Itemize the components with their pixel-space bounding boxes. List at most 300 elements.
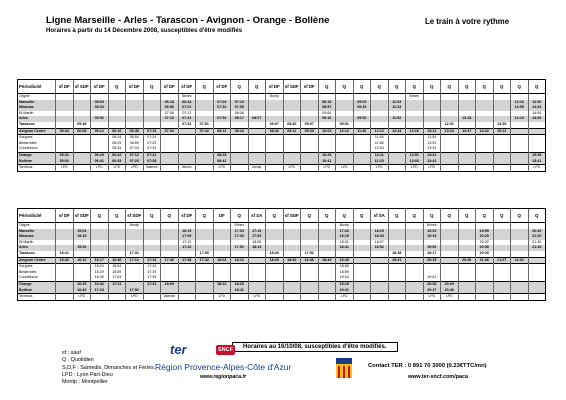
time-cell: 08:41 xyxy=(213,159,231,165)
time-cell: LPD xyxy=(406,165,424,172)
time-cell: 20:17 xyxy=(423,288,441,294)
time-cell: 14:06 xyxy=(528,111,546,117)
time-cell: 13:34 xyxy=(423,146,441,152)
periodicity-cell: Q xyxy=(406,209,424,223)
time-cell: 19:29 xyxy=(336,281,354,287)
time-cell xyxy=(248,128,266,135)
periodicity-cell: Q xyxy=(511,209,529,223)
time-cell: 06:41 xyxy=(91,159,109,165)
time-cell: 18:03 xyxy=(213,257,231,264)
time-cell: 07:34 xyxy=(161,128,179,135)
time-cell: 17:09 xyxy=(178,234,196,240)
time-cell: 13:41 xyxy=(423,152,441,158)
time-cell: LPD xyxy=(423,165,441,172)
periodicity-cell: sf SDF xyxy=(283,80,301,94)
legend-item: LPD : Lyon Part-Dieu xyxy=(62,371,113,378)
station-name: Courthézon xyxy=(18,146,56,152)
time-cell: Montp xyxy=(336,223,354,229)
time-cell: 07:06 xyxy=(161,111,179,117)
time-cell: 13:16 xyxy=(511,100,529,106)
time-cell: 07:15 xyxy=(231,100,249,106)
time-cell: 19:55 xyxy=(476,229,494,235)
time-cell: 07:11 xyxy=(178,111,196,117)
time-cell: 06:29 xyxy=(108,141,126,147)
periodicity-cell: Q xyxy=(336,209,354,223)
time-cell: Nîmes xyxy=(178,165,196,172)
time-cell: 12:11 xyxy=(371,152,389,158)
station-name: Avignon Centre xyxy=(18,128,56,135)
periodicity-cell: Q xyxy=(441,80,459,94)
time-cell: 06:29 xyxy=(91,152,109,158)
periodicity-cell: Q xyxy=(511,80,529,94)
time-cell: 17:22 xyxy=(178,245,196,251)
periodicity-cell: Q xyxy=(493,80,511,94)
time-cell: 10:12 xyxy=(336,128,354,135)
station-name: Miramas xyxy=(18,234,56,240)
time-cell xyxy=(528,128,546,135)
time-cell: 19:49 xyxy=(336,257,354,264)
periodicity-cell: sf DF xyxy=(301,80,319,94)
time-cell xyxy=(91,294,109,301)
time-cell: 07:32 xyxy=(178,122,196,128)
time-cell: 17:42 xyxy=(196,257,214,264)
time-cell: 05:52 xyxy=(56,159,74,165)
time-cell: 06:18 xyxy=(161,100,179,106)
time-cell: 14:52 xyxy=(528,116,546,122)
time-cell: 20:32 xyxy=(476,240,494,246)
time-cell: Montp xyxy=(126,223,144,229)
time-cell xyxy=(178,128,196,135)
time-cell: 06:34 xyxy=(108,146,126,152)
time-cell: 18:15 xyxy=(371,229,389,235)
station-name: Origine xyxy=(18,94,56,100)
time-cell: 05:34 xyxy=(56,128,74,135)
header-row xyxy=(18,209,546,223)
time-cell: 18:30 xyxy=(283,257,301,264)
time-cell: LPD xyxy=(56,165,74,172)
time-cell: 05:52 xyxy=(91,116,109,122)
time-cell: 07:23 xyxy=(126,159,144,165)
periodicity-cell: Q xyxy=(528,80,546,94)
time-cell: 12:23 xyxy=(371,159,389,165)
legend-item: S,D,F : Samedis, Dimanches et Fériés. xyxy=(62,364,156,371)
time-cell: 11:46 xyxy=(353,128,371,135)
time-cell: 17:52 xyxy=(301,251,319,257)
time-cell: 07:42 xyxy=(196,128,214,135)
time-cell: 09:35 xyxy=(301,128,319,135)
time-cell: 12:44 xyxy=(388,128,406,135)
time-cell: 07:41 xyxy=(143,152,161,158)
header-row xyxy=(18,80,546,94)
time-cell: 06:53 xyxy=(108,159,126,165)
periodicity-cell: Q xyxy=(231,80,249,94)
time-cell: LPD xyxy=(528,165,546,172)
periodicity-cell: Q xyxy=(423,209,441,223)
time-cell xyxy=(406,294,424,301)
time-cell: Montp xyxy=(266,94,284,100)
time-cell: 18:33 xyxy=(371,234,389,240)
time-cell xyxy=(511,128,529,135)
time-cell: 07:29 xyxy=(143,141,161,147)
periodicity-cell: Q xyxy=(353,209,371,223)
time-cell: 07:34 xyxy=(143,146,161,152)
time-cell: 07:53 xyxy=(143,159,161,165)
time-cell: 13:55 xyxy=(511,105,529,111)
time-cell: LPD xyxy=(318,165,336,172)
time-cell xyxy=(441,257,459,264)
validity-note: Horaires au 16/10/08, susceptibles d'être modifiés. xyxy=(232,342,398,352)
time-cell: 15:21 xyxy=(56,251,74,257)
page-subtitle: Horaires à partir du 14 Décembre 2008, susceptibles d'être modifiés xyxy=(46,27,243,34)
time-cell: 13:15 xyxy=(458,116,476,122)
periodicity-cell: sf DF xyxy=(266,80,284,94)
station-name: Avignon Centre xyxy=(18,257,56,264)
periodicity-cell: Q xyxy=(196,209,214,223)
time-cell: 08:06 xyxy=(231,111,249,117)
time-cell: 20:36 xyxy=(458,257,476,264)
time-cell: LPD xyxy=(336,165,354,172)
time-cell xyxy=(371,294,389,301)
time-cell: LPD xyxy=(423,294,441,301)
time-cell: 06:42 xyxy=(108,152,126,158)
station-name: Marseille xyxy=(18,100,56,106)
time-cell: 14:15 xyxy=(511,116,529,122)
station-name: Bédarrides xyxy=(18,270,56,276)
time-cell xyxy=(388,294,406,301)
time-cell: LPD xyxy=(283,165,301,172)
slogan: Le train à votre rythme xyxy=(425,17,510,26)
time-cell: 09:07 xyxy=(301,122,319,128)
time-cell: 12:31 xyxy=(441,122,459,128)
time-cell: 14:32 xyxy=(476,128,494,135)
time-cell: 11:03 xyxy=(388,100,406,106)
time-cell: 09:07 xyxy=(266,122,284,128)
time-cell: 21:45 xyxy=(528,245,546,251)
time-cell: 13:16 xyxy=(406,128,424,135)
timetable-afternoon xyxy=(17,208,546,301)
station-name: Orange xyxy=(18,152,56,158)
time-cell xyxy=(161,165,179,172)
time-cell: Valence xyxy=(143,165,161,172)
time-cell xyxy=(493,165,511,172)
time-cell: 18:38 xyxy=(388,251,406,257)
time-cell: 10:03 xyxy=(318,128,336,135)
time-cell: 16:19 xyxy=(178,229,196,235)
time-cell xyxy=(108,294,126,301)
periodicity-cell: Q xyxy=(458,80,476,94)
table-row xyxy=(18,294,546,301)
station-name: Bédarrides xyxy=(18,141,56,147)
station-name: Tarascon xyxy=(18,122,56,128)
time-cell: 17:52 xyxy=(126,288,144,294)
periodicity-cell: Q xyxy=(441,209,459,223)
time-cell xyxy=(283,294,301,301)
time-cell: 15:52 xyxy=(73,245,91,251)
time-cell: 08:12 xyxy=(213,128,231,135)
periodicity-cell: Q xyxy=(353,80,371,94)
time-cell xyxy=(248,257,266,264)
time-cell: 16:42 xyxy=(73,288,91,294)
time-cell xyxy=(476,165,494,172)
time-cell: 17:04 xyxy=(108,275,126,281)
periodicity-cell: sf DF xyxy=(126,80,144,94)
time-cell: 17:12 xyxy=(178,240,196,246)
time-cell: 19:41 xyxy=(388,257,406,264)
time-cell: 06:24 xyxy=(178,100,196,106)
time-cell: 07:16 xyxy=(161,116,179,122)
time-cell: LPD xyxy=(213,294,231,301)
time-cell: 13:03 xyxy=(406,159,424,165)
time-cell: 09:06 xyxy=(318,111,336,117)
time-cell xyxy=(231,294,249,301)
time-cell: 13:41 xyxy=(423,159,441,165)
station-name: Tarascon xyxy=(18,251,56,257)
time-cell: 19:04 xyxy=(336,275,354,281)
region-flag-icon xyxy=(336,358,352,378)
page-header xyxy=(46,15,329,34)
periodicity-cell: sf SDF xyxy=(73,80,91,94)
periodicity-cell: sf SA xyxy=(371,209,389,223)
time-cell: 20:36 xyxy=(476,245,494,251)
time-cell: 06:24 xyxy=(108,135,126,141)
time-cell: 17:14 xyxy=(248,229,266,235)
time-cell: 07:33 xyxy=(213,105,231,111)
time-cell: 07:55 xyxy=(231,105,249,111)
periodicity-cell: sf SDF xyxy=(283,209,301,223)
time-cell: 18:59 xyxy=(336,270,354,276)
time-cell: 12:51 xyxy=(406,152,424,158)
time-cell: 17:24 xyxy=(143,264,161,270)
time-cell: 12:04 xyxy=(371,146,389,152)
time-cell: 15:42 xyxy=(56,257,74,264)
timetable-morning xyxy=(17,79,546,172)
station-name: Terminus xyxy=(18,294,56,301)
time-cell xyxy=(476,294,494,301)
time-cell: 17:12 xyxy=(126,257,144,264)
table-row xyxy=(18,128,546,135)
time-cell: 06:56 xyxy=(161,105,179,111)
time-cell: 17:31 xyxy=(126,251,144,257)
time-cell: 11:52 xyxy=(388,116,406,122)
contact-info: Contact TER : 0 891 70 3000 (0.23€TTC/mn) xyxy=(368,363,487,369)
time-cell xyxy=(196,165,214,172)
time-cell: 08:24 xyxy=(231,128,249,135)
region-url-link[interactable]: www.regionpaca.fr xyxy=(200,374,247,380)
periodicity-label: Périodicité xyxy=(18,209,56,223)
time-cell: 16:35 xyxy=(91,275,109,281)
time-cell: 07:03 xyxy=(213,100,231,106)
periodicity-cell: Q xyxy=(108,209,126,223)
time-cell: LPD xyxy=(126,294,144,301)
time-cell: Montp xyxy=(248,165,266,172)
periodicity-cell: sf DF xyxy=(56,80,74,94)
periodicity-cell: Q xyxy=(388,80,406,94)
station-name: Arles xyxy=(18,245,56,251)
time-cell: 17:33 xyxy=(336,229,354,235)
contact-url-link[interactable]: www.ter-sncf.com/paca xyxy=(408,374,469,380)
time-cell xyxy=(301,165,319,172)
time-cell: 07:51 xyxy=(196,122,214,128)
time-cell: 08:29 xyxy=(213,152,231,158)
time-cell: 18:41 xyxy=(231,288,249,294)
time-cell: 17:53 xyxy=(248,234,266,240)
time-cell xyxy=(266,294,284,301)
time-cell xyxy=(56,294,74,301)
time-cell: 08:57 xyxy=(318,105,336,111)
time-cell: 16:29 xyxy=(91,270,109,276)
time-cell: LPD xyxy=(441,294,459,301)
ter-logo: ter xyxy=(170,342,187,357)
time-cell: 16:24 xyxy=(91,264,109,270)
time-cell: 06:16 xyxy=(108,128,126,135)
time-cell: 18:31 xyxy=(336,240,354,246)
time-cell: 09:03 xyxy=(353,100,371,106)
time-cell xyxy=(511,294,529,301)
time-cell: 21:20 xyxy=(528,234,546,240)
time-cell xyxy=(511,165,529,172)
legend-item: sf : sauf xyxy=(62,350,81,356)
time-cell: 19:01 xyxy=(423,275,441,281)
time-cell: 15:41 xyxy=(528,159,546,165)
sncf-logo: SNCF xyxy=(216,345,235,355)
time-cell: 09:33 xyxy=(353,105,371,111)
time-cell xyxy=(196,294,214,301)
time-cell: 16:42 xyxy=(91,281,109,287)
time-cell xyxy=(73,165,91,172)
time-cell: 17:29 xyxy=(143,270,161,276)
time-cell xyxy=(458,294,476,301)
time-cell: 08:12 xyxy=(283,128,301,135)
time-cell: 20:29 xyxy=(441,281,459,287)
table-row xyxy=(18,257,546,264)
time-cell: 18:22 xyxy=(213,281,231,287)
time-cell: 16:59 xyxy=(108,270,126,276)
time-cell xyxy=(458,165,476,172)
time-cell xyxy=(493,294,511,301)
time-cell: 18:26 xyxy=(266,251,284,257)
station-name: Sorgues xyxy=(18,264,56,270)
periodicity-cell: sf SDF xyxy=(126,209,144,223)
time-cell: 13:12 xyxy=(423,128,441,135)
time-cell: 17:11 xyxy=(108,281,126,287)
time-cell: 20:45 xyxy=(528,229,546,235)
time-cell: 16:46 xyxy=(108,257,126,264)
periodicity-cell: sf DF xyxy=(91,80,109,94)
periodicity-label: Périodicité xyxy=(18,80,56,94)
periodicity-cell: sf DF xyxy=(178,209,196,223)
periodicity-cell: Q xyxy=(318,80,336,94)
time-cell: 18:41 xyxy=(336,245,354,251)
periodicity-cell: Q xyxy=(406,80,424,94)
station-name: Arles xyxy=(18,116,56,122)
time-cell: 20:30 xyxy=(476,251,494,257)
time-cell: 19:27 xyxy=(423,251,441,257)
periodicity-cell: Q xyxy=(248,80,266,94)
time-cell: 19:41 xyxy=(336,288,354,294)
periodicity-cell: DF xyxy=(213,209,231,223)
time-cell: 19:52 xyxy=(423,245,441,251)
time-cell xyxy=(353,294,371,301)
time-cell: 17:33 xyxy=(231,234,249,240)
time-cell: 11:58 xyxy=(371,141,389,147)
time-cell: 08:18 xyxy=(318,100,336,106)
time-cell: 21:36 xyxy=(476,257,494,264)
time-cell: 18:52 xyxy=(371,245,389,251)
time-cell: Nîmes xyxy=(231,223,249,229)
time-cell xyxy=(301,294,319,301)
time-cell xyxy=(353,165,371,172)
time-cell: 10:29 xyxy=(318,152,336,158)
periodicity-cell: Q xyxy=(301,209,319,223)
time-cell: 06:46 xyxy=(126,128,144,135)
time-cell: LPD xyxy=(248,294,266,301)
periodicity-cell: Q xyxy=(371,80,389,94)
station-name: Courthézon xyxy=(18,275,56,281)
time-cell: 11:54 xyxy=(371,135,389,141)
periodicity-cell: Q xyxy=(458,209,476,223)
station-name: Orange xyxy=(18,281,56,287)
time-cell: 06:12 xyxy=(91,128,109,135)
periodicity-cell: Q xyxy=(143,209,161,223)
time-cell: 19:03 xyxy=(423,229,441,235)
time-cell: 09:16 xyxy=(318,116,336,122)
time-cell: 11:33 xyxy=(388,105,406,111)
station-name: Sorgues xyxy=(18,135,56,141)
time-cell: 16:46 xyxy=(301,257,319,264)
time-cell: 06:59 xyxy=(126,141,144,147)
periodicity-cell: Q xyxy=(493,209,511,223)
time-cell: 07:12 xyxy=(126,152,144,158)
time-cell: 07:24 xyxy=(143,135,161,141)
time-cell: LPD xyxy=(213,165,231,172)
time-cell: 17:52 xyxy=(231,245,249,251)
time-cell xyxy=(406,257,424,264)
time-cell: 17:46 xyxy=(161,257,179,264)
time-cell xyxy=(528,257,546,264)
time-cell xyxy=(353,257,371,264)
time-cell: 16:54 xyxy=(108,264,126,270)
periodicity-cell: sf DF xyxy=(178,80,196,94)
periodicity-cell: Q xyxy=(476,80,494,94)
time-cell: 15:33 xyxy=(73,234,91,240)
periodicity-cell: sf DF xyxy=(161,80,179,94)
periodicity-cell: sf SDF xyxy=(73,209,91,223)
time-cell: 15:39 xyxy=(528,152,546,158)
periodicity-cell: Q xyxy=(388,209,406,223)
station-name: Bollène xyxy=(18,288,56,294)
time-cell: 16:17 xyxy=(91,257,109,264)
time-cell xyxy=(143,294,161,301)
time-cell: 18:49 xyxy=(318,257,336,264)
time-cell xyxy=(371,257,389,264)
time-cell: 07:16 xyxy=(143,128,161,135)
time-cell: 17:23 xyxy=(91,288,109,294)
time-cell xyxy=(266,165,284,172)
time-cell: 07:01 xyxy=(178,105,196,111)
station-name: Marseille xyxy=(18,229,56,235)
time-cell xyxy=(528,294,546,301)
time-cell: 17:38 xyxy=(178,257,196,264)
time-cell: 19:33 xyxy=(423,234,441,240)
time-cell: 14:30 xyxy=(528,100,546,106)
time-cell: 07:22 xyxy=(178,116,196,122)
time-cell: 21:07 xyxy=(493,257,511,264)
station-name: Bollène xyxy=(18,159,56,165)
station-name: St Martin xyxy=(18,111,56,117)
time-cell xyxy=(441,165,459,172)
periodicity-cell: Q xyxy=(108,80,126,94)
time-cell: 18:13 xyxy=(248,245,266,251)
